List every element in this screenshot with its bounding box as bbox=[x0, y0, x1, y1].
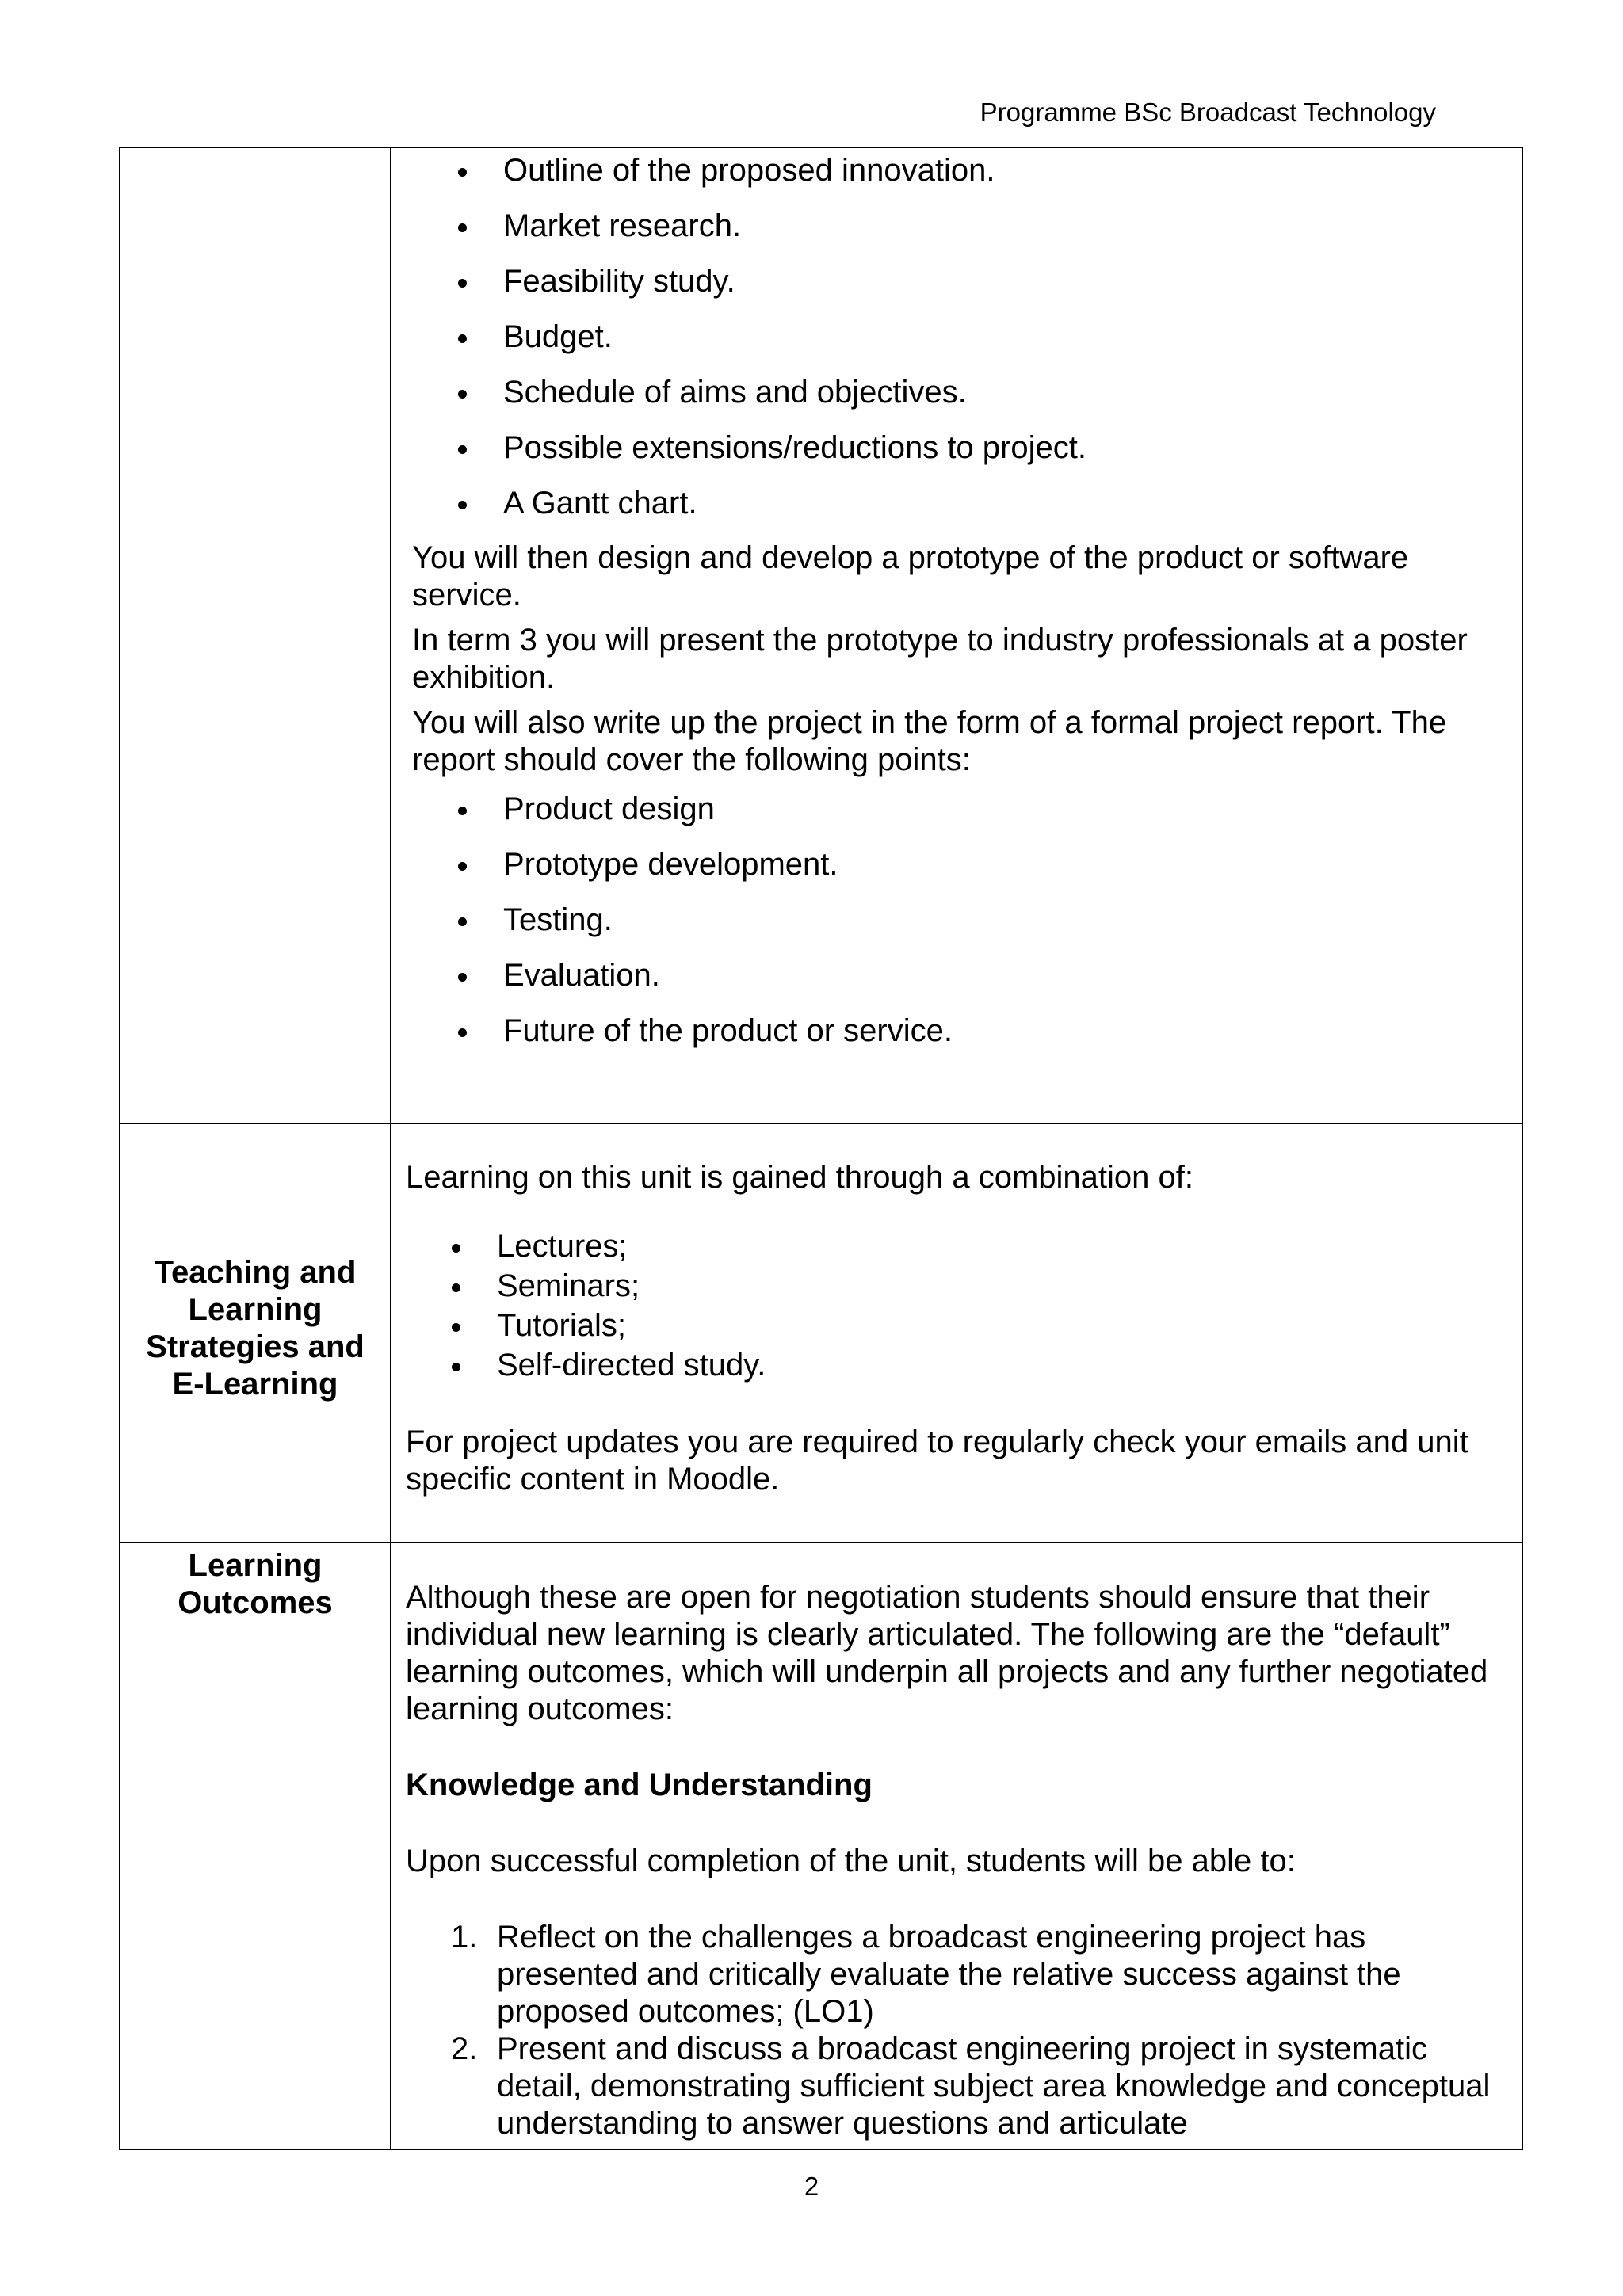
paragraph: You will then design and develop a prototype of the product or software service. bbox=[412, 540, 1409, 612]
list-item: Possible extensions/reductions to project. bbox=[412, 421, 1506, 476]
paragraph: You will also write up the project in the form of a formal project report. The report should cover the following points: bbox=[412, 705, 1447, 777]
paragraph: For project updates you are required to regularly check your emails and unit specific content in Moodle. bbox=[406, 1425, 1468, 1497]
list-item: Feasibility study. bbox=[412, 254, 1506, 310]
row-label-line: Learning bbox=[188, 1292, 323, 1327]
row-label-line: Learning bbox=[188, 1548, 323, 1583]
row-label-line: Strategies and bbox=[146, 1329, 365, 1364]
list-item: Seminars; bbox=[406, 1266, 1506, 1306]
row-label-line: Outcomes bbox=[178, 1585, 333, 1620]
list-item: A Gantt chart. bbox=[412, 476, 1506, 532]
page-number: 2 bbox=[804, 2172, 819, 2201]
content-cell bbox=[391, 147, 1522, 1123]
report-bullet-list bbox=[412, 787, 1506, 1059]
content-cell bbox=[391, 1123, 1522, 1543]
list-item-text: Reflect on the challenges a broadcast engineering project has presented and critically evaluate the relative success against the proposed outcomes; (LO1) bbox=[497, 1920, 1401, 2029]
running-header: Programme BSc Broadcast Technology bbox=[980, 97, 1436, 127]
list-item: Self-directed study. bbox=[406, 1345, 1506, 1385]
list-item: Outline of the proposed innovation. bbox=[412, 148, 1506, 199]
list-item: Lectures; bbox=[406, 1226, 1506, 1266]
list-item: Evaluation. bbox=[412, 948, 1506, 1004]
unit-spec-table bbox=[119, 147, 1523, 2150]
section-heading: Knowledge and Understanding bbox=[406, 1768, 873, 1802]
label-cell bbox=[120, 1123, 391, 1543]
table-row-teaching bbox=[120, 1123, 1522, 1543]
learning-outcomes-list bbox=[406, 1919, 1506, 2142]
list-item: Budget. bbox=[412, 310, 1506, 365]
table-row-learning-outcomes bbox=[120, 1543, 1522, 2149]
list-item: Tutorials; bbox=[406, 1306, 1506, 1345]
teaching-methods-list bbox=[406, 1226, 1506, 1385]
paragraph: In term 3 you will present the prototype to industry professionals at a poster exhibition. bbox=[412, 623, 1468, 695]
row-label-line: Teaching and bbox=[154, 1255, 357, 1290]
list-item bbox=[406, 2031, 1506, 2142]
content-cell bbox=[391, 1543, 1522, 2149]
list-item: Testing. bbox=[412, 893, 1506, 948]
list-item bbox=[406, 1919, 1506, 2031]
list-number: 1. bbox=[451, 1920, 478, 1955]
list-number: 2. bbox=[451, 2031, 478, 2066]
list-item: Schedule of aims and objectives. bbox=[412, 365, 1506, 421]
list-item: Market research. bbox=[412, 199, 1506, 254]
paragraph: Although these are open for negotiation students should ensure that their individual new learning is clearly articulated. The following are the “default” learning outcomes, which will underpin all projects and any further negotiated learning outcomes: bbox=[406, 1580, 1488, 1726]
row-label-line: E-Learning bbox=[172, 1367, 338, 1402]
label-cell-empty bbox=[120, 147, 391, 1123]
list-item: Future of the product or service. bbox=[412, 1004, 1506, 1059]
list-item: Product design bbox=[412, 787, 1506, 837]
label-cell bbox=[120, 1543, 391, 2149]
proposal-bullet-list bbox=[412, 148, 1506, 532]
list-item: Prototype development. bbox=[412, 837, 1506, 893]
paragraph: Learning on this unit is gained through a combination of: bbox=[406, 1160, 1194, 1195]
list-item-text: Present and discuss a broadcast engineering project in systematic detail, demonstrating sufficient subject area knowledge and conceptual understanding to answer questions and articulate bbox=[497, 2031, 1491, 2141]
paragraph: Upon successful completion of the unit, students will be able to: bbox=[406, 1844, 1296, 1878]
table-row-project-content bbox=[120, 147, 1522, 1123]
